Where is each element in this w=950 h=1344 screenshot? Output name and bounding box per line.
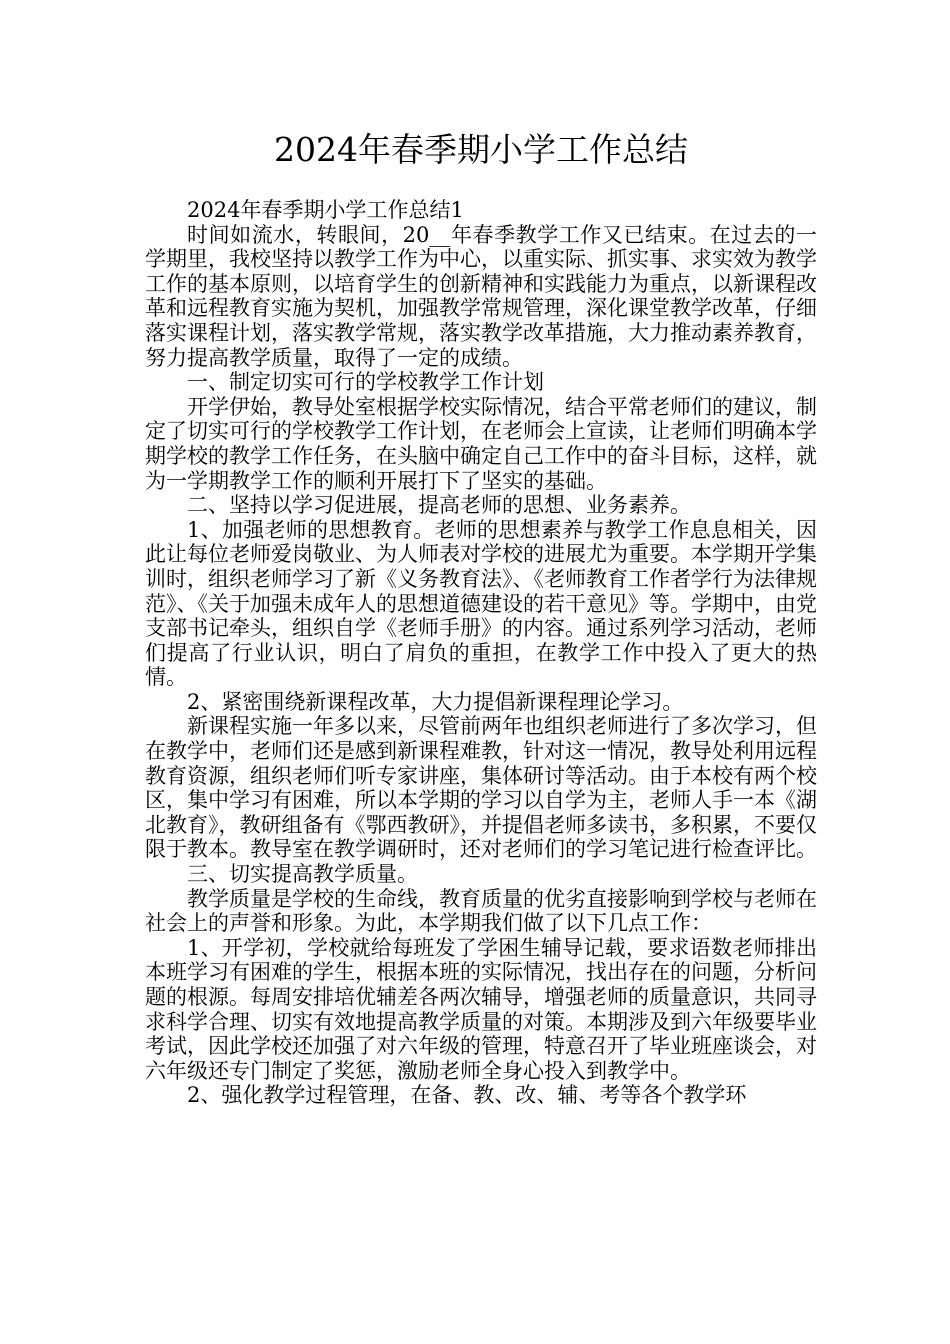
paragraph-section-2-body: 新课程实施一年多以来，尽管前两年也组织老师进行了多次学习，但在教学中，老师们还是感到新课程难教，针对这一情况，教导处利用远程教育资源，组织老师们听专家讲座，集体研讨等活动。由于本校有两个校区，集中学习有困难，所以本学期的学习以自学为主，老师人手一本《湖北教育》，教研组备有《鄂西教研》，并提倡老师多读书，多积累，不要仅限于教本。教导室在教学调研时，还对老师们的学习笔记进行检查评比。 bbox=[145, 714, 817, 862]
paragraph-section-2-item-1: 1、加强老师的思想教育。老师的思想素养与教学工作息息相关，因此让每位老师爱岗敬业、为人师表对学校的进展尤为重要。本学期开学集训时，组织老师学习了新《义务教育法》、《老师教育工作者学行为法律规范》、《关于加强未成年人的思想道德建设的若干意见》等。学期中，由党支部书记牵头，组织自学《老师手册》的内容。通过系列学习活动，老师们提高了行业认识，明白了肩负的重担，在教学工作中投入了更大的热情。 bbox=[145, 517, 817, 690]
paragraph-section-3-item-1: 1、开学初，学校就给每班发了学困生辅导记载，要求语数老师排出本班学习有困难的学生，根据本班的实际情况，找出存在的问题，分析问题的根源。每周安排培优辅差各两次辅导，增强老师的质量意识，共同寻求科学合理、切实有效地提高教学质量的对策。本期涉及到六年级要毕业考试，因此学校还加强了对六年级的管理，特意召开了毕业班座谈会，对六年级还专门制定了奖惩，激励老师全身心投入到教学中。 bbox=[145, 935, 817, 1083]
paragraph-section-1: 开学伊始，教导处室根据学校实际情况，结合平常老师们的建议，制定了切实可行的学校教学工作计划，在老师会上宣读，让老师们明确本学期学校的教学工作任务，在头脑中确定自己工作中的奋斗目标，这样，就为一学期教学工作的顺利开展打下了坚实的基础。 bbox=[145, 394, 817, 493]
paragraph-heading-1: 2024年春季期小学工作总结1 bbox=[187, 198, 464, 222]
section-heading-2: 二、坚持以学习促进展，提高老师的思想、业务素养。 bbox=[187, 493, 691, 518]
document-title: 2024年春季期小学工作总结 bbox=[274, 130, 688, 169]
paragraph-section-3-body: 教学质量是学校的生命线，教育质量的优劣直接影响到学校与老师在社会上的声誉和形象。为此，本学期我们做了以下几点工作： bbox=[145, 886, 817, 936]
section-heading-1: 一、制定切实可行的学校教学工作计划 bbox=[187, 370, 544, 395]
paragraph-section-3-item-2: 2、强化教学过程管理，在备、教、改、辅、考等各个教学环 bbox=[187, 1083, 747, 1108]
paragraph-section-2-item-2: 2、紧密围绕新课程改革，大力提倡新课程理论学习。 bbox=[187, 689, 684, 714]
document-page bbox=[145, 130, 817, 1108]
paragraph-intro: 时间如流水，转眼间，20__年春季教学工作又已结束。在过去的一学期里，我校坚持以教学工作为中心，以重实际、抓实事、求实效为教学工作的基本原则，以培育学生的创新精神和实践能力为重点，以新课程改革和远程教育实施为契机，加强教学常规管理，深化课堂教学改革，仔细落实课程计划，落实教学常规，落实教学改革措施，大力推动素养教育，努力提高教学质量，取得了一定的成绩。 bbox=[145, 222, 817, 370]
section-heading-3: 三、切实提高教学质量。 bbox=[187, 862, 418, 887]
